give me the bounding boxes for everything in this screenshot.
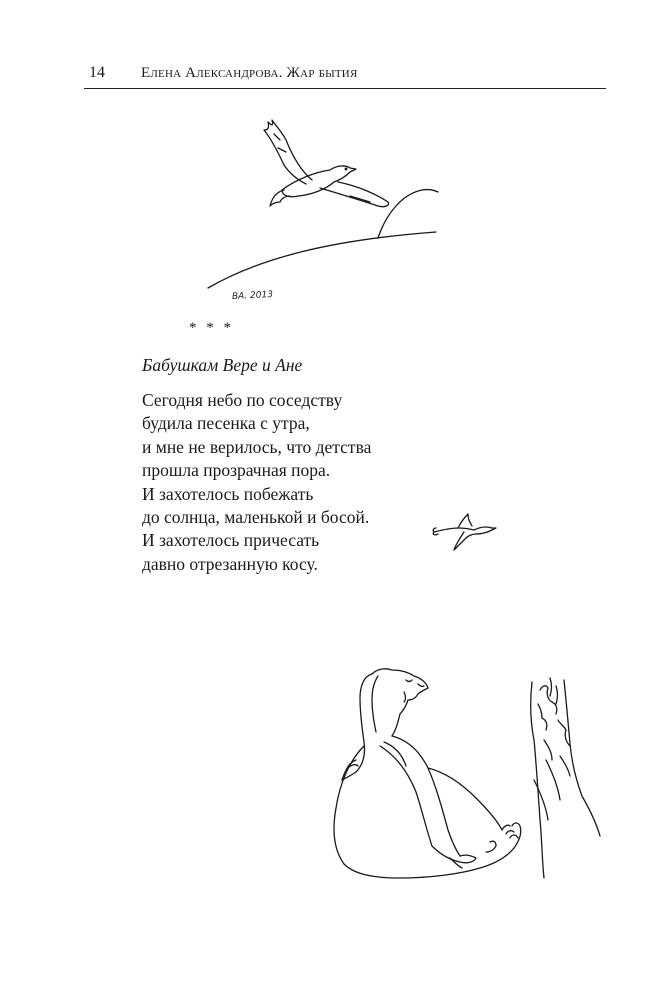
running-header	[84, 62, 606, 88]
section-separator: * * *	[189, 320, 234, 336]
poem-text	[142, 389, 371, 576]
poem-line: Сегодня небо по соседству	[142, 390, 343, 410]
small-bird-drawing	[428, 508, 502, 558]
poem-line: и мне не верилось, что детства	[142, 436, 372, 457]
author-name: Елена Александрова.	[141, 65, 283, 81]
poem-line: прошла прозрачная пора.	[142, 460, 331, 481]
poem-line: давно отрезанную косу.	[142, 553, 318, 574]
header-rule	[84, 88, 606, 89]
artist-signature: ВА. 2013	[231, 289, 274, 303]
page-number: 14	[89, 64, 105, 81]
poem-dedication: Бабушкам Вере и Ане	[142, 355, 303, 375]
running-title	[141, 65, 358, 82]
book-title: Жар бытия	[286, 65, 358, 81]
poem-line: будила песенка с утра,	[142, 413, 310, 434]
poem-line: И захотелось побежать	[142, 483, 314, 504]
poem-line: И захотелось причесать	[142, 530, 320, 551]
poem-line: до солнца, маленькой и босой.	[142, 507, 370, 528]
bird-over-hill-drawing	[200, 110, 450, 303]
girl-and-tree-drawing	[320, 660, 620, 890]
